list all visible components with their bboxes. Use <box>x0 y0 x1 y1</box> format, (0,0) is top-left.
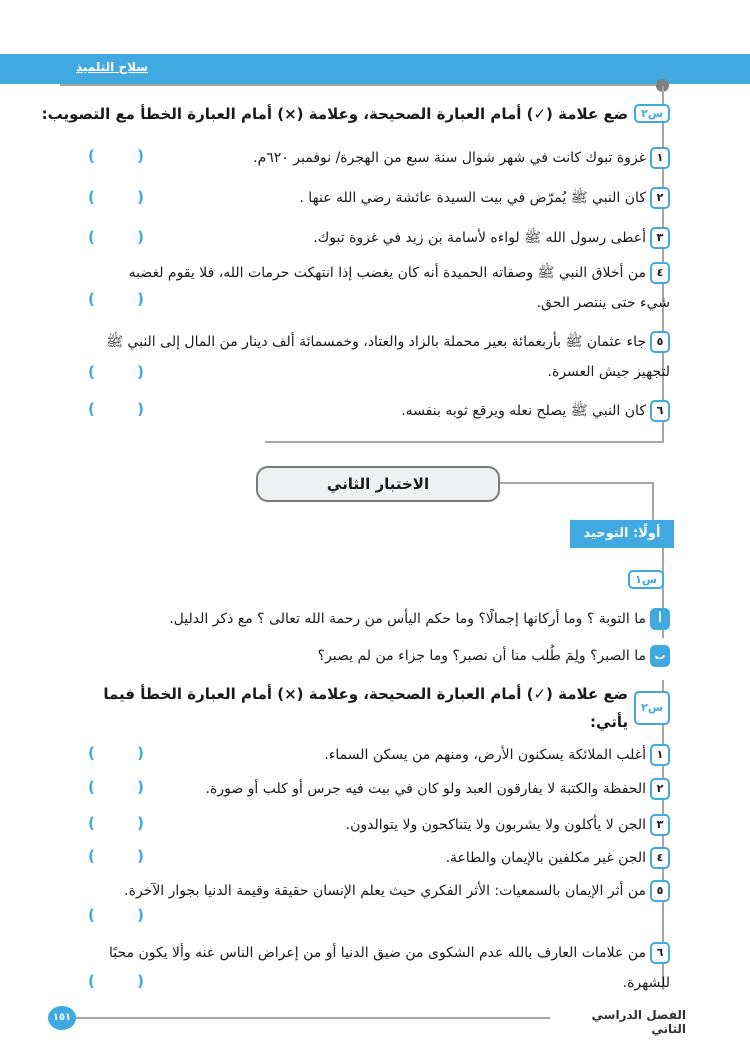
list-item <box>95 876 670 906</box>
section1-badge: س٢ <box>634 104 670 123</box>
item-text: كان النبي ﷺ يُمرّض في بيت السيدة عائشة رضي الله عنها . <box>299 190 646 206</box>
section1-title: ضع علامة (✓) أمام العبارة الصحيحة، وعلامة (×) أمام العبارة الخطأ مع التصويب: <box>41 104 629 123</box>
section1-heading <box>42 104 670 123</box>
item-number: ١ <box>650 744 670 766</box>
page-number: ١٥١ <box>48 1006 76 1030</box>
section1-bottom-border <box>265 441 664 443</box>
item-text: ما التوبة ؟ وما أركانها إجمالًا؟ وما حكم اليأس من رحمة الله تعالى ؟ مع ذكر الدليل. <box>169 611 646 627</box>
item-number: ٢ <box>650 187 670 209</box>
exam-connector-down <box>652 482 654 522</box>
item-text: الحفظة والكتبة لا يفارقون العبد ولو كان في بيت فيه جرس أو كلب أو صورة. <box>205 781 646 797</box>
item-number: ٢ <box>650 778 670 800</box>
answer-parens[interactable]: ( ) <box>88 814 144 832</box>
q2-heading <box>80 680 670 736</box>
header-bar <box>0 54 750 84</box>
list-item <box>80 810 670 840</box>
item-text: أعطى رسول الله ﷺ لواءه لأسامة بن زيد في غزوة تبوك. <box>313 230 646 246</box>
exam-title: الاختبار الثاني <box>256 466 500 502</box>
item-number: ٣ <box>650 227 670 249</box>
answer-parens[interactable]: ( ) <box>88 972 144 990</box>
list-item <box>80 183 670 213</box>
list-item <box>80 641 670 671</box>
item-number: ٣ <box>650 814 670 836</box>
answer-parens[interactable]: ( ) <box>88 744 144 762</box>
item-number: أ <box>650 608 670 630</box>
item-text: ما الصبر؟ ولِمَ طُلب منا أن نصبر؟ وما جزاء من لم يصبر؟ <box>317 648 646 664</box>
footer-text: الفصل الدراسي الثاني <box>591 1008 686 1036</box>
item-number: ٥ <box>650 331 670 353</box>
footer-divider <box>60 1017 550 1019</box>
answer-parens[interactable]: ( ) <box>88 147 144 165</box>
list-item <box>80 396 670 426</box>
answer-parens[interactable]: ( ) <box>88 188 144 206</box>
item-number: ب <box>650 645 670 667</box>
section-tag: أولًا: التوحيد <box>570 520 674 548</box>
item-text: الجن غير مكلفين بالإيمان والطاعة. <box>445 850 646 866</box>
answer-parens[interactable]: ( ) <box>88 778 144 796</box>
top-divider <box>60 84 664 86</box>
answer-parens[interactable]: ( ) <box>88 847 144 865</box>
list-item <box>95 327 670 387</box>
list-item <box>95 938 670 998</box>
item-text: جاء عثمان ﷺ بأربعمائة بعير محملة بالزاد والعتاد، وخمسمائة ألف دينار من المال إلى النبي ﷺ لتجهيز جيش العسرة. <box>106 334 670 380</box>
list-item <box>80 143 670 173</box>
item-number: ٤ <box>650 847 670 869</box>
answer-parens[interactable]: ( ) <box>88 363 144 381</box>
q2-title: ضع علامة (✓) أمام العبارة الصحيحة، وعلامة (×) أمام العبارة الخطأ فيما يأتي: <box>103 685 629 731</box>
item-text: من علامات العارف بالله عدم الشكوى من ضيق الدنيا أو من إعراض الناس عنه وألا يكون محبًا للشهرة. <box>108 945 670 991</box>
item-number: ١ <box>650 147 670 169</box>
answer-parens[interactable]: ( ) <box>88 290 144 308</box>
q2-badge: س٢ <box>634 691 670 725</box>
answer-parens[interactable]: ( ) <box>88 400 144 418</box>
answer-parens[interactable]: ( ) <box>88 906 144 924</box>
exam-connector <box>496 482 652 484</box>
item-text: من أخلاق النبي ﷺ وصفاته الحميدة أنه كان يغضب إذا انتهكت حرمات الله، فلا يقوم لغضبه شيء حتى ينتصر الحق. <box>128 265 670 311</box>
item-number: ٤ <box>650 262 670 284</box>
item-text: أغلب الملائكة يسكنون الأرض، ومنهم من يسكن السماء. <box>324 747 646 763</box>
item-text: كان النبي ﷺ يصلح نعله ويرقع ثوبه بنفسه. <box>401 403 646 419</box>
list-item <box>80 223 670 253</box>
list-item <box>80 774 670 804</box>
list-item <box>80 604 670 634</box>
item-text: غزوة تبوك كانت في شهر شوال سنة سبع من الهجرة/ نوفمبر ٦٢٠م. <box>253 150 646 166</box>
q1-heading <box>628 570 664 589</box>
item-number: ٦ <box>650 942 670 964</box>
item-text: الجن لا يأكلون ولا يشربون ولا يتناكحون ولا يتوالدون. <box>345 817 646 833</box>
list-item <box>95 258 670 318</box>
item-number: ٦ <box>650 400 670 422</box>
list-item <box>80 843 670 873</box>
item-text: من أثر الإيمان بالسمعيات: الأثر الفكري حيث يعلم الإنسان حقيقة وقيمة الدنيا بجوار الآخرة. <box>124 883 646 899</box>
header-logo: سلاح التلميذ <box>76 60 149 74</box>
q1-badge: س١ <box>628 570 664 589</box>
list-item <box>80 740 670 770</box>
answer-parens[interactable]: ( ) <box>88 228 144 246</box>
item-number: ٥ <box>650 880 670 902</box>
